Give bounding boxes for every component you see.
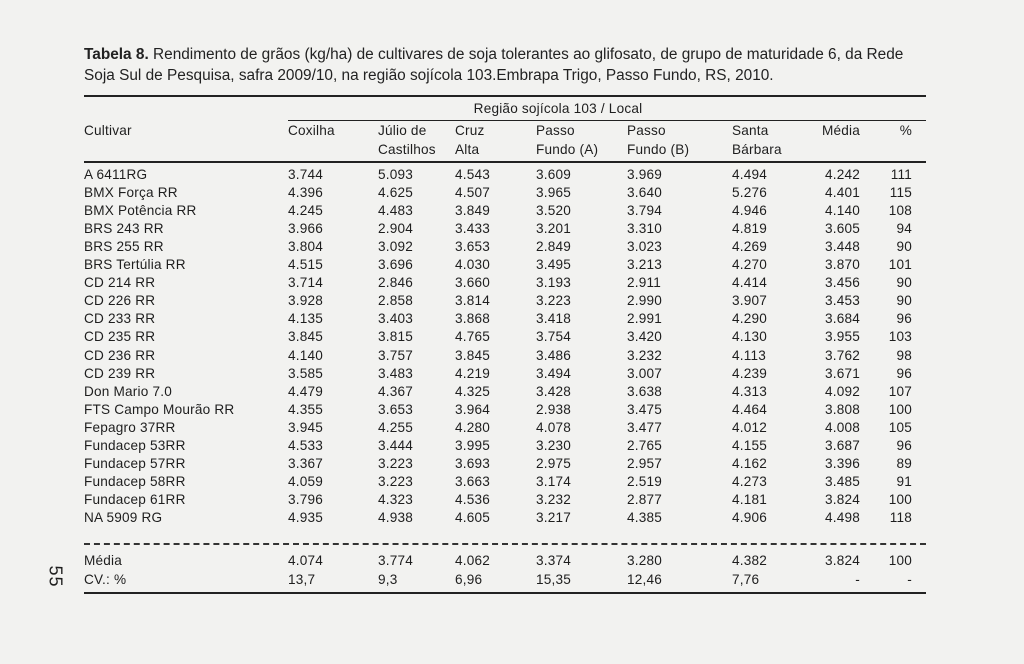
table-cell: 5.093 (378, 167, 414, 182)
table-cell: 4.479 (288, 383, 324, 399)
header-bottom-rule (84, 161, 926, 163)
table-cell: 4.543 (455, 167, 491, 182)
table-cell: 4.536 (455, 491, 491, 507)
row-cultivar: Fundacep 57RR (84, 455, 186, 471)
table-cell: 3.965 (536, 185, 572, 201)
table-cell: 4.012 (732, 419, 768, 435)
summary-label: CV.: % (84, 572, 127, 587)
column-header: Coxilha (288, 123, 335, 138)
table-cell: 4.273 (732, 473, 768, 489)
column-header-line2: Alta (455, 142, 480, 157)
table-cell: 4.323 (378, 491, 414, 507)
table-cell: 3.653 (455, 239, 491, 255)
table-cell: 4.935 (288, 509, 324, 525)
table-cell: 4.515 (288, 257, 324, 273)
summary-cell: 13,7 (288, 572, 316, 587)
table-cell: 3.696 (378, 257, 414, 273)
row-cultivar: Fundacep 53RR (84, 437, 186, 453)
table-cell: 3.762 (824, 347, 860, 363)
table-cell: 3.007 (627, 365, 663, 381)
table-cell: 3.754 (536, 329, 572, 345)
column-header-line2: Fundo (A) (536, 142, 599, 157)
column-header-line2: Fundo (B) (627, 142, 690, 157)
table-cell: 3.804 (288, 239, 324, 255)
table-cell: 3.684 (824, 311, 860, 327)
table-cell: 3.660 (455, 275, 491, 291)
summary-cell: 4.074 (288, 553, 324, 568)
row-cultivar: BRS Tertúlia RR (84, 257, 186, 273)
table-cell: 4.155 (732, 437, 768, 453)
table-cell: 115 (889, 185, 912, 201)
column-header: Média (821, 123, 860, 138)
table-cell: 4.140 (288, 347, 324, 363)
table-cell: 4.113 (732, 347, 767, 363)
row-cultivar: Fundacep 58RR (84, 473, 186, 489)
table-cell: 4.946 (732, 203, 768, 219)
group-header: Região sojícola 103 / Local (473, 101, 643, 116)
row-cultivar: CD 226 RR (84, 293, 156, 309)
table-cell: 90 (896, 293, 912, 309)
table-cell: 4.140 (824, 203, 860, 219)
table-cell: 3.232 (627, 347, 663, 363)
table-cell: 4.819 (732, 221, 768, 237)
table-cell: 3.520 (536, 203, 572, 219)
summary-cell: 6,96 (455, 572, 483, 587)
table-cell: 3.815 (378, 329, 414, 345)
table-cell: 2.904 (378, 221, 414, 237)
summary-cell: 4.062 (455, 553, 491, 568)
summary-cell: 4.382 (732, 553, 768, 568)
summary-cell: - (907, 572, 912, 587)
table-cell: 3.653 (378, 401, 414, 417)
table-cell: 3.433 (455, 221, 491, 237)
table-cell: 3.193 (536, 275, 572, 291)
table-cell: 3.794 (627, 203, 663, 219)
summary-cell: 3.280 (627, 553, 663, 568)
table-cell: 2.765 (627, 437, 663, 453)
table-cell: 5.276 (732, 185, 768, 201)
column-header: Passo (536, 123, 575, 138)
table-cell: 91 (896, 473, 912, 489)
table-caption (84, 44, 934, 86)
table-cell: 3.663 (455, 473, 491, 489)
table-cell: 3.964 (455, 401, 491, 417)
summary-cell: - (855, 572, 860, 587)
caption-label: Tabela 8. (84, 46, 149, 63)
table-cell: 118 (889, 509, 912, 525)
table-cell: 4.507 (455, 185, 491, 201)
table-cell: 4.219 (455, 365, 491, 381)
row-cultivar: NA 5909 RG (84, 509, 163, 525)
table-cell: 3.796 (288, 491, 324, 507)
table-cell: 3.485 (824, 473, 860, 489)
table-cell: 3.928 (288, 293, 324, 309)
table-cell: 4.290 (732, 311, 768, 327)
table-cell: 2.877 (627, 491, 663, 507)
table-cell: 4.367 (378, 383, 414, 399)
row-cultivar: Fundacep 61RR (84, 491, 186, 507)
table-cell: 3.849 (455, 203, 491, 219)
table-cell: 3.671 (824, 365, 860, 381)
summary-cell: 3.824 (824, 553, 860, 568)
table-cell: 3.201 (536, 221, 572, 237)
row-cultivar: Don Mario 7.0 (84, 383, 172, 399)
row-cultivar: Fepagro 37RR (84, 419, 176, 435)
table-cell: 3.310 (627, 221, 663, 237)
column-header: % (899, 123, 912, 138)
row-cultivar: BRS 243 RR (84, 221, 164, 237)
table-cell: 4.255 (378, 419, 414, 435)
table-cell: 3.605 (824, 221, 860, 237)
table-cell: 3.495 (536, 257, 572, 273)
table-cell: 2.911 (627, 275, 662, 291)
table-cell: 4.533 (288, 437, 324, 453)
column-header: Santa (732, 123, 769, 138)
table-cell: 3.585 (288, 365, 324, 381)
table-cell: 3.232 (536, 491, 572, 507)
row-cultivar: BRS 255 RR (84, 239, 164, 255)
table-cell: 3.396 (824, 455, 860, 471)
summary-divider (84, 543, 926, 545)
table-cell: 107 (888, 383, 912, 399)
summary-cell: 7,76 (732, 572, 760, 587)
table-cell: 100 (888, 401, 912, 417)
table-cell: 3.845 (288, 329, 324, 345)
column-header: Cruz (455, 123, 485, 138)
table-cell: 90 (896, 275, 912, 291)
table-cell: 3.403 (378, 311, 414, 327)
table-cell: 105 (888, 419, 912, 435)
table-cell: 4.355 (288, 401, 324, 417)
table-cell: 4.181 (732, 491, 768, 507)
table-cell: 94 (896, 221, 912, 237)
table-cell: 2.849 (536, 239, 572, 255)
table-cell: 4.765 (455, 329, 491, 345)
table-cell: 3.475 (627, 401, 663, 417)
bottom-rule (84, 592, 926, 594)
table-cell: 3.230 (536, 437, 572, 453)
table-cell: 3.223 (378, 455, 414, 471)
table-cell: 4.605 (455, 509, 491, 525)
table-cell: 3.428 (536, 383, 572, 399)
table-cell: 4.269 (732, 239, 768, 255)
column-header-line2: Bárbara (732, 142, 782, 157)
row-cultivar: BMX Força RR (84, 185, 178, 201)
table-cell: 4.625 (378, 185, 414, 201)
table-cell: 3.448 (824, 239, 860, 255)
table-cell: 2.975 (536, 455, 572, 471)
row-cultivar: CD 233 RR (84, 311, 156, 327)
table-cell: 3.638 (627, 383, 663, 399)
table-cell: 3.693 (455, 455, 491, 471)
table-cell: 4.078 (536, 419, 572, 435)
row-cultivar: CD 236 RR (84, 347, 156, 363)
table-cell: 4.270 (732, 257, 768, 273)
table-cell: 3.453 (824, 293, 860, 309)
table-cell: 4.008 (824, 419, 860, 435)
table-cell: 3.420 (627, 329, 663, 345)
table-cell: 96 (896, 437, 912, 453)
table-cell: 4.464 (732, 401, 768, 417)
table-cell: 3.969 (627, 167, 663, 182)
table-cell: 2.991 (627, 311, 663, 327)
table-cell: 89 (896, 455, 912, 471)
summary-cell: 12,46 (627, 572, 663, 587)
table-cell: 108 (888, 203, 912, 219)
table-cell: 3.824 (824, 491, 860, 507)
row-cultivar: A 6411RG (84, 167, 148, 182)
table-cell: 3.477 (627, 419, 663, 435)
table-cell: 4.135 (288, 311, 324, 327)
table-cell: 3.966 (288, 221, 324, 237)
summary-cell: 9,3 (378, 572, 398, 587)
table-cell: 3.687 (824, 437, 860, 453)
table-cell: 4.325 (455, 383, 491, 399)
table-cell: 3.483 (378, 365, 414, 381)
table-cell: 2.846 (378, 275, 414, 291)
table-cell: 3.213 (627, 257, 663, 273)
table-cell: 3.995 (455, 437, 491, 453)
table-cell: 3.744 (288, 167, 324, 182)
table-cell: 3.845 (455, 347, 491, 363)
table-cell: 3.640 (627, 185, 663, 201)
table-cell: 4.242 (824, 167, 860, 182)
table-cell: 4.396 (288, 185, 324, 201)
table-cell: 90 (896, 239, 912, 255)
table-cell: 3.868 (455, 311, 491, 327)
table-cell: 3.907 (732, 293, 768, 309)
table-cell: 3.714 (288, 275, 324, 291)
table-cell: 4.092 (824, 383, 860, 399)
row-cultivar: CD 214 RR (84, 275, 156, 291)
table-cell: 98 (896, 347, 912, 363)
table-cell: 4.483 (378, 203, 414, 219)
table-cell: 2.938 (536, 401, 572, 417)
table-cell: 4.130 (732, 329, 768, 345)
table-cell: 3.609 (536, 167, 572, 182)
table-cell: 100 (888, 491, 912, 507)
table-cell: 3.367 (288, 455, 324, 471)
table-cell: 103 (888, 329, 912, 345)
table-cell: 101 (888, 257, 912, 273)
table-cell: 3.486 (536, 347, 572, 363)
table-cell: 2.957 (627, 455, 663, 471)
table-cell: 3.955 (824, 329, 860, 345)
table-cell: 96 (896, 365, 912, 381)
summary-label: Média (84, 553, 123, 568)
table-cell: 2.519 (627, 473, 663, 489)
row-cultivar: CD 239 RR (84, 365, 156, 381)
table-cell: 4.030 (455, 257, 491, 273)
table-cell: 4.280 (455, 419, 491, 435)
table-cell: 3.217 (536, 509, 572, 525)
table-cell: 3.814 (455, 293, 491, 309)
column-header: Passo (627, 123, 666, 138)
table-cell: 3.023 (627, 239, 663, 255)
table-cell: 4.239 (732, 365, 768, 381)
page-number: 55 (45, 565, 66, 588)
table-cell: 3.808 (824, 401, 860, 417)
table-cell: 3.494 (536, 365, 572, 381)
table-cell: 3.092 (378, 239, 414, 255)
table-cell: 3.223 (378, 473, 414, 489)
table-cell: 3.456 (824, 275, 860, 291)
summary-cell: 3.374 (536, 553, 572, 568)
table-cell: 4.162 (732, 455, 768, 471)
table-cell: 4.906 (732, 509, 768, 525)
group-header-rule (288, 120, 926, 121)
summary-cell: 15,35 (536, 572, 572, 587)
table-cell: 3.174 (536, 473, 572, 489)
row-cultivar: FTS Campo Mourão RR (84, 401, 235, 417)
table-cell: 111 (890, 167, 912, 182)
table-cell: 3.418 (536, 311, 572, 327)
table-cell: 4.245 (288, 203, 324, 219)
table-cell: 3.444 (378, 437, 414, 453)
table-cell: 3.945 (288, 419, 324, 435)
row-cultivar: CD 235 RR (84, 329, 156, 345)
table-cell: 4.059 (288, 473, 324, 489)
table-cell: 2.858 (378, 293, 414, 309)
column-header: Cultivar (84, 123, 132, 138)
table-cell: 4.401 (824, 185, 860, 201)
summary-cell: 100 (888, 553, 912, 568)
top-rule (84, 95, 926, 97)
table-cell: 3.223 (536, 293, 572, 309)
column-header-line2: Castilhos (378, 142, 436, 157)
table-cell: 2.990 (627, 293, 663, 309)
table-cell: 4.494 (732, 167, 768, 182)
table-cell: 4.385 (627, 509, 663, 525)
table-cell: 4.498 (824, 509, 860, 525)
table-cell: 4.313 (732, 383, 768, 399)
summary-cell: 3.774 (378, 553, 414, 568)
table-cell: 4.938 (378, 509, 414, 525)
row-cultivar: BMX Potência RR (84, 203, 197, 219)
table-cell: 4.414 (732, 275, 768, 291)
table-cell: 3.870 (824, 257, 860, 273)
column-header: Júlio de (378, 123, 427, 138)
table-cell: 3.757 (378, 347, 414, 363)
table-cell: 96 (896, 311, 912, 327)
caption-text: Rendimento de grãos (kg/ha) de cultivares de soja tolerantes ao glifosato, de grupo de maturidade 6, da Rede Soja Sul de Pesquisa, safra 2009/10, na região sojícola 103.Embrapa Trigo, Passo Fundo, RS, 2010. (84, 46, 904, 84)
